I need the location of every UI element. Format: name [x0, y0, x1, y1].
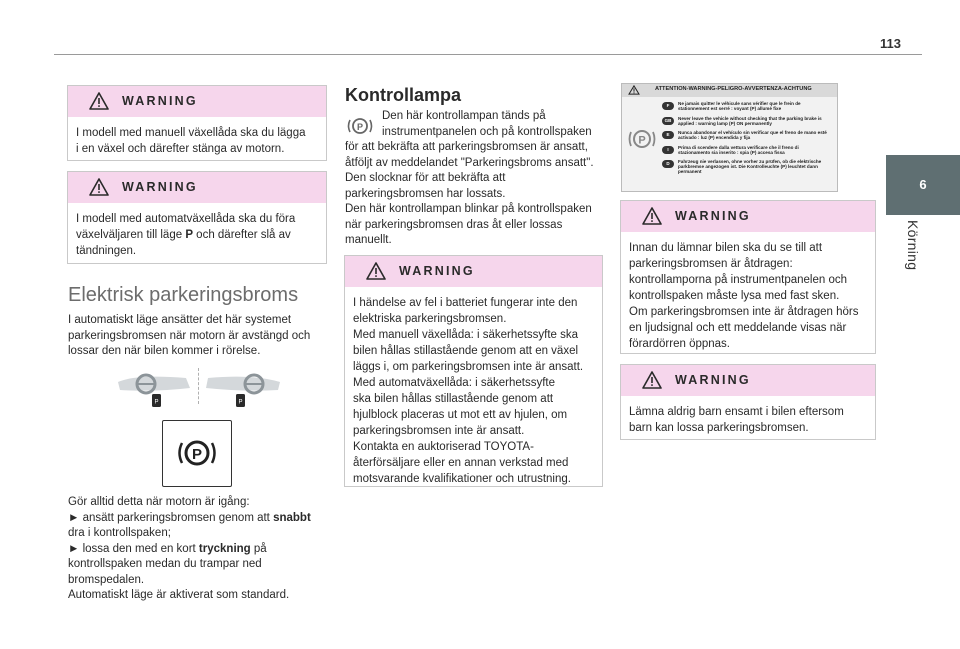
instruction-line: [68, 511, 338, 527]
lamp-text-line: parkeringsbromsen har lossats.: [345, 187, 506, 200]
lamp-text-line: Den här kontrollampan tänds på: [382, 110, 546, 122]
warning-text-line: förardörren öppnas.: [629, 338, 731, 350]
warning-text-line: återförsäljare eller en annan verkstad med: [353, 457, 569, 469]
lamp-paragraph: [345, 140, 610, 249]
svg-text:P: P: [191, 446, 203, 463]
warning-text-line: bilen hållas stillastående genom att en växel: [353, 345, 579, 357]
intro-line: parkeringsbromsen när motorn är avstängd och: [68, 329, 311, 342]
label-entry-fr: [662, 101, 832, 116]
lamp-text-line: manuellt.: [345, 234, 392, 246]
warning-text-line: Lämna aldrig barn ensamt i bilen eftersom: [629, 406, 844, 418]
warning-text-line: ska bilen hållas stillastående genom att: [353, 393, 554, 405]
label-entry-text: Fahrzeug nie verlassen, ohne vorher zu prüfen, ob die elektrische parkbremse angezogen ist. Die Kontrolleuchte (P) leuchtet dann permanent: [678, 159, 822, 175]
warning-triangle-icon: [642, 207, 662, 225]
multilingual-warning-label: [621, 83, 838, 192]
warning-box-battery-failure: [344, 255, 603, 487]
warning-box-before-leaving: [620, 200, 876, 354]
label-header-text: ATTENTION-WARNING-PELIGRO-AVVERTENZA-ACHTUNG: [655, 86, 812, 92]
label-entry-text: Ne jamais quitter le véhicule sans vérifier que le frein de stationnement est serré : voyant (P) allumé fixe: [678, 101, 801, 112]
steering-wheel-left-icon: [116, 370, 194, 418]
warning-header: [621, 365, 875, 396]
warning-text-line: parkeringsbromsen är åtdragen:: [629, 258, 793, 270]
label-warning-triangle-icon: [628, 85, 640, 95]
warning-text-line: [76, 227, 318, 243]
instructions-paragraph: [68, 495, 338, 604]
warning-text-line: Med automatväxellåda: i säkerhetssyfte: [353, 377, 555, 389]
section-heading-kontrollampa: Kontrollampa: [345, 85, 462, 105]
warning-text-line: hjulblock placeras ut mot ett av hjulen, om: [353, 409, 568, 421]
warning-text-line: i en växel och därefter stänga av motorn.: [76, 143, 285, 155]
label-entry-text: Prima di scendere dalla vettura verificare che il freno di stazionamento sia inserito : spia (P) accesa fissa: [678, 144, 799, 155]
warning-text-line: Om parkeringsbromsen inte är åtdragen hörs: [629, 306, 859, 318]
warning-triangle-icon: [89, 178, 109, 196]
intro-paragraph: [68, 313, 338, 360]
lamp-text-line: åtföljt av meddelandet "Parkeringsbroms ansatt".: [345, 156, 594, 169]
svg-text:P: P: [356, 122, 364, 132]
instruction-text: på: [250, 542, 267, 555]
warning-triangle-icon: [642, 371, 662, 389]
warning-text-line: motsvarande kvalifikationer och utrustning.: [353, 473, 571, 485]
label-entry-text: Nunca abandonar el vehículo sin verificar que el freno de mano esté activado : luz (P) encendida y fija: [678, 130, 827, 141]
warning-box-automatic-gearbox: [67, 171, 327, 264]
svg-text:P: P: [638, 134, 646, 147]
label-entry-gb: [662, 116, 832, 131]
lamp-text-line: instrumentpanelen och på kontrollspaken: [382, 125, 592, 138]
page-number: 113: [880, 36, 901, 51]
warning-text-line: en ljudsignal och ett meddelande visas när: [629, 322, 847, 334]
label-entry-it: [662, 145, 832, 160]
warning-text-line: läggs i, om parkeringsbromsen inte är ansatt.: [353, 361, 584, 373]
instruction-emphasis: tryckning: [198, 542, 251, 555]
warning-text-part: växelväljaren till läge: [76, 229, 186, 241]
label-entry-de: [662, 159, 832, 174]
section-title: Elektrisk parkeringsbroms: [68, 284, 299, 306]
warning-text-line: parkeringsbromsen inte är ansatt.: [353, 425, 525, 437]
label-entry-text: Never leave the vehicle without checking that the parking brake is applied : warning lamp (P) ON permanently: [678, 115, 822, 126]
gear-position-p: P: [185, 229, 193, 241]
steering-wheel-right-icon: [204, 370, 282, 418]
warning-box-children: [620, 364, 876, 440]
intro-line: I automatiskt läge ansätter det här systemet: [68, 314, 292, 326]
warning-triangle-icon: [366, 262, 386, 280]
warning-title: WARNING: [675, 209, 751, 223]
language-code-badge: GB: [662, 117, 674, 125]
svg-text:P: P: [154, 399, 159, 406]
chapter-tab[interactable]: 6: [886, 155, 960, 215]
lamp-text-line: Den här kontrollampan blinkar på kontrollspaken: [345, 203, 592, 215]
warning-title: WARNING: [399, 264, 475, 278]
warning-title: WARNING: [675, 373, 751, 387]
warning-text-line: I händelse av fel i batteriet fungerar inte den: [353, 297, 578, 309]
lamp-paragraph-indent: [382, 109, 602, 140]
warning-text-line: kontrollspaken måste lysa med fast sken.: [629, 290, 840, 302]
instruction-text: ► ansätt parkeringsbromsen genom att: [68, 511, 274, 524]
warning-header: [621, 201, 875, 232]
warning-text-line: I modell med manuell växellåda ska du lägga: [76, 127, 306, 139]
language-code-badge: D: [662, 160, 674, 168]
svg-text:P: P: [238, 399, 243, 406]
warning-text-line: Med manuell växellåda: i säkerhetssyfte ska: [353, 329, 578, 341]
warning-title: WARNING: [122, 180, 198, 194]
warning-text-line: tändningen.: [76, 245, 137, 257]
warning-text-line: elektriska parkeringsbromsen.: [353, 313, 507, 325]
top-rule: [54, 54, 922, 55]
lamp-text-line: för att bekräfta att parkeringsbromsen är ansatt,: [345, 141, 588, 153]
intro-line: lossar den när bilen kommer i rörelse.: [68, 345, 261, 357]
language-code-badge: I: [662, 146, 674, 154]
warning-title: WARNING: [122, 94, 198, 108]
instruction-line: dra i kontrollspaken;: [68, 527, 171, 539]
label-parking-brake-icon: [625, 124, 659, 154]
instruction-emphasis: snabbt: [273, 511, 311, 524]
instruction-text: ► lossa den med en kort: [68, 542, 199, 555]
parking-brake-p-icon: [162, 420, 232, 487]
instruction-line: Gör alltid detta när motorn är igång:: [68, 496, 250, 508]
warning-text-line: Kontakta en auktoriserad TOYOTA-: [353, 441, 534, 453]
language-code-badge: F: [662, 102, 674, 110]
instruction-line: [68, 542, 338, 558]
instruction-line: bromspedalen.: [68, 573, 145, 586]
warning-text-line: barn kan lossa parkeringsbromsen.: [629, 422, 809, 434]
label-header: [622, 84, 837, 97]
warning-text-line: Innan du lämnar bilen ska du se till att: [629, 242, 823, 254]
warning-header: [345, 256, 602, 287]
warning-triangle-icon: [89, 92, 109, 110]
parking-brake-warning-lamp-icon: [345, 113, 375, 139]
lamp-text-line: Den slocknar för att bekräfta att: [345, 172, 506, 184]
warning-text-line: kontrollamporna på instrumentpanelen och: [629, 274, 847, 286]
language-code-badge: E: [662, 131, 674, 139]
label-entry-es: [662, 130, 832, 145]
instruction-line: kontrollspaken medan du trampar ned: [68, 558, 262, 570]
warning-header: [68, 172, 326, 203]
warning-box-manual-gearbox: [67, 85, 327, 161]
warning-header: [68, 86, 326, 117]
warning-text-part: och därefter slå av: [192, 229, 291, 241]
warning-text-line: I modell med automatväxellåda ska du föra: [76, 213, 296, 225]
pictogram-divider: [198, 368, 200, 404]
instruction-line: Automatiskt läge är aktiverat som standard.: [68, 589, 290, 601]
chapter-name: Körning: [905, 220, 921, 271]
lamp-text-line: när parkeringsbromsen dras åt eller lossas: [345, 218, 563, 231]
